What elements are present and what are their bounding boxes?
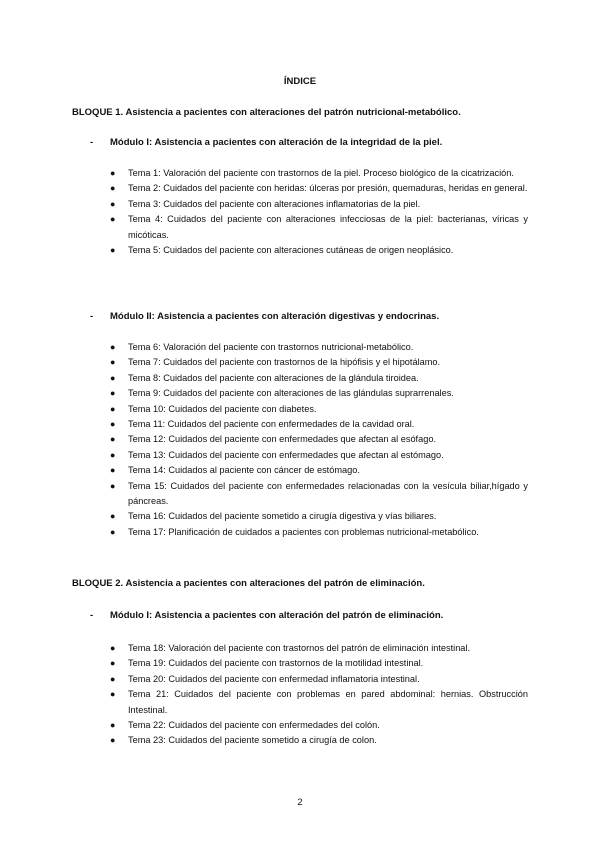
tema-item: ● Tema 19: Cuidados del paciente con trastornos de la motilidad intestinal. <box>110 658 424 669</box>
modulo-title: Módulo I: Asistencia a pacientes con alteración del patrón de eliminación. <box>110 610 444 621</box>
tema-item: ● Tema 10: Cuidados del paciente con diabetes. <box>110 403 317 414</box>
dash-marker: - <box>90 610 94 621</box>
dash-marker: - <box>90 137 94 148</box>
tema-item: ● Tema 3: Cuidados del paciente con alteraciones inflamatorias de la piel. <box>110 198 421 209</box>
tema-item: ● Tema 14: Cuidados al paciente con cáncer de estómago. <box>110 465 360 476</box>
modulo-title: Módulo II: Asistencia a pacientes con alteración digestivas y endocrinas. <box>110 311 440 322</box>
tema-item: ● Tema 22: Cuidados del paciente con enfermedades del colón. <box>110 720 380 731</box>
tema-item: ● Tema 6: Valoración del paciente con trastornos nutricional-metabólico. <box>110 342 414 352</box>
modulo-title: Módulo I: Asistencia a pacientes con alteración de la integridad de la piel. <box>110 137 443 148</box>
tema-item: ● Tema 17: Planificación de cuidados a pacientes con problemas nutricional-metabólico. <box>110 526 479 537</box>
tema-item: ● Tema 13: Cuidados del paciente con enfermedades que afectan al estómago. <box>110 449 444 460</box>
tema-item: ● Tema 2: Cuidados del paciente con heridas: úlceras por presión, quemaduras, heridas en general. <box>110 183 528 194</box>
tema-item: ● Tema 11: Cuidados del paciente con enfermedades de la cavidad oral. <box>110 419 415 430</box>
bloque-1-modulo-2-heading <box>90 311 530 322</box>
tema-item: ● Tema 4: Cuidados del paciente con alteraciones infecciosas de la piel: bacterianas, víricas y micóticas. <box>110 214 528 240</box>
tema-item: ● Tema 8: Cuidados del paciente con alteraciones de la glándula tiroidea. <box>110 372 419 383</box>
tema-item: ● Tema 12: Cuidados del paciente con enfermedades que afectan al esófago. <box>110 434 436 445</box>
tema-item: ● Tema 18: Valoración del paciente con trastornos del patrón de eliminación intestinal. <box>110 643 471 653</box>
tema-item: ● Tema 7: Cuidados del paciente con trastornos de la hipófisis y el hipotálamo. <box>110 357 441 368</box>
page-number: 2 <box>297 797 303 808</box>
tema-item: ● Tema 1: Valoración del paciente con trastornos de la piel. Proceso biológico de la cicatrización. <box>110 168 514 178</box>
bloque-1-modulo-1-temas <box>110 166 528 258</box>
tema-item: ● Tema 23: Cuidados del paciente sometido a cirugía de colon. <box>110 735 377 746</box>
bloque-2-heading: BLOQUE 2. Asistencia a pacientes con alteraciones del patrón de eliminación. <box>72 578 425 589</box>
tema-item: ● Tema 9: Cuidados del paciente con alteraciones de las glándulas suprarrenales. <box>110 388 454 399</box>
tema-item: ● Tema 20: Cuidados del paciente con enfermedad inflamatoria intestinal. <box>110 673 420 684</box>
page-title: ÍNDICE <box>283 76 317 87</box>
dash-marker: - <box>90 311 94 322</box>
tema-item: ● Tema 16: Cuidados del paciente sometido a cirugía digestiva y vías biliares. <box>110 511 437 522</box>
bloque-2-modulo-1-heading <box>90 610 530 621</box>
bloque-1-modulo-1-heading <box>90 137 530 148</box>
bloque-2-modulo-1-temas <box>110 641 528 749</box>
bloque-1-heading: BLOQUE 1. Asistencia a pacientes con alteraciones del patrón nutricional-metabólico. <box>72 107 461 118</box>
bloque-1-modulo-2-temas <box>110 340 528 540</box>
tema-item: ● Tema 15: Cuidados del paciente con enfermedades relacionadas con la vesícula biliar,hígado y páncreas. <box>110 480 528 507</box>
tema-item: ● Tema 21: Cuidados del paciente con problemas en pared abdominal: hernias. Obstrucción Intestinal. <box>110 689 528 715</box>
tema-item: ● Tema 5: Cuidados del paciente con alteraciones cutáneas de origen neoplásico. <box>110 245 454 256</box>
